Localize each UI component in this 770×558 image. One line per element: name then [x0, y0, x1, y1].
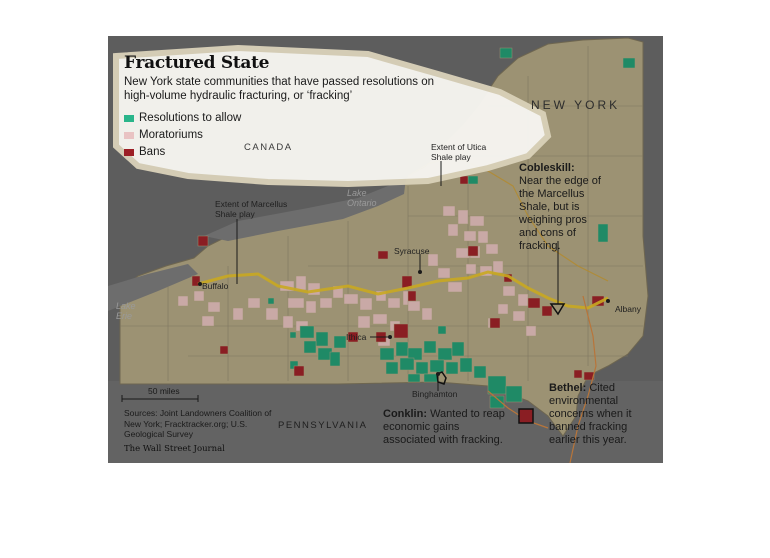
- map-title: Fractured State: [124, 53, 270, 73]
- lake-erie-label: Lake Erie: [116, 301, 136, 321]
- cobleskill-text: Near the edge of the Marcellus Shale, but is weighing pros and cons of fracking.: [519, 175, 601, 252]
- bethel-annotation: [549, 382, 649, 447]
- city-label-ithica: Ithica: [346, 332, 367, 342]
- legend-label: Moratoriums: [139, 129, 203, 141]
- legend-item-resolutions: [124, 112, 241, 124]
- conklin-text: Wanted to reap economic gains associated with fracking.: [383, 408, 505, 446]
- city-label-syracuse: Syracuse: [394, 246, 430, 256]
- legend-item-moratoriums: [124, 129, 203, 141]
- map-subtitle: New York state communities that have passed resolutions on high-volume hydraulic fracturing, or ‘fracking’: [124, 76, 435, 102]
- legend-swatch-green: [124, 115, 134, 122]
- marcellus-shale-label: Extent of Marcellus Shale play: [215, 199, 288, 219]
- bethel-text: Cited environmental concerns when it banned fracking earlier this year.: [549, 382, 632, 446]
- pennsylvania-label: PENNSYLVANIA: [278, 420, 368, 431]
- bethel-name: Bethel:: [549, 382, 587, 394]
- cobleskill-name: Cobleskill:: [519, 162, 575, 174]
- map-frame: [108, 36, 663, 463]
- credit-line: The Wall Street Journal: [124, 444, 225, 454]
- legend-label: Bans: [139, 146, 166, 158]
- bethel-marker[interactable]: [519, 409, 533, 423]
- legend-swatch-red: [124, 149, 134, 156]
- conklin-annotation: [383, 408, 513, 447]
- legend-label: Resolutions to allow: [139, 112, 242, 124]
- canada-label: CANADA: [244, 142, 293, 153]
- lake-ontario-label: Lake Ontario: [347, 188, 377, 208]
- city-label-albany: Albany: [615, 304, 641, 314]
- legend-swatch-pink: [124, 132, 134, 139]
- city-label-binghamton: Binghamton: [412, 389, 458, 399]
- scale-label: 50 miles: [148, 386, 180, 396]
- legend-item-bans: [124, 146, 165, 158]
- cobleskill-annotation: [519, 162, 601, 253]
- new-york-label: NEW YORK: [531, 98, 621, 112]
- city-label-buffalo: Buffalo: [202, 281, 229, 291]
- conklin-name: Conklin:: [383, 408, 427, 420]
- utica-shale-label: Extent of Utica Shale play: [431, 142, 487, 162]
- sources-note: Sources: Joint Landowners Coalition of New York; Fracktracker.org; U.S. Geological Survey: [124, 408, 272, 439]
